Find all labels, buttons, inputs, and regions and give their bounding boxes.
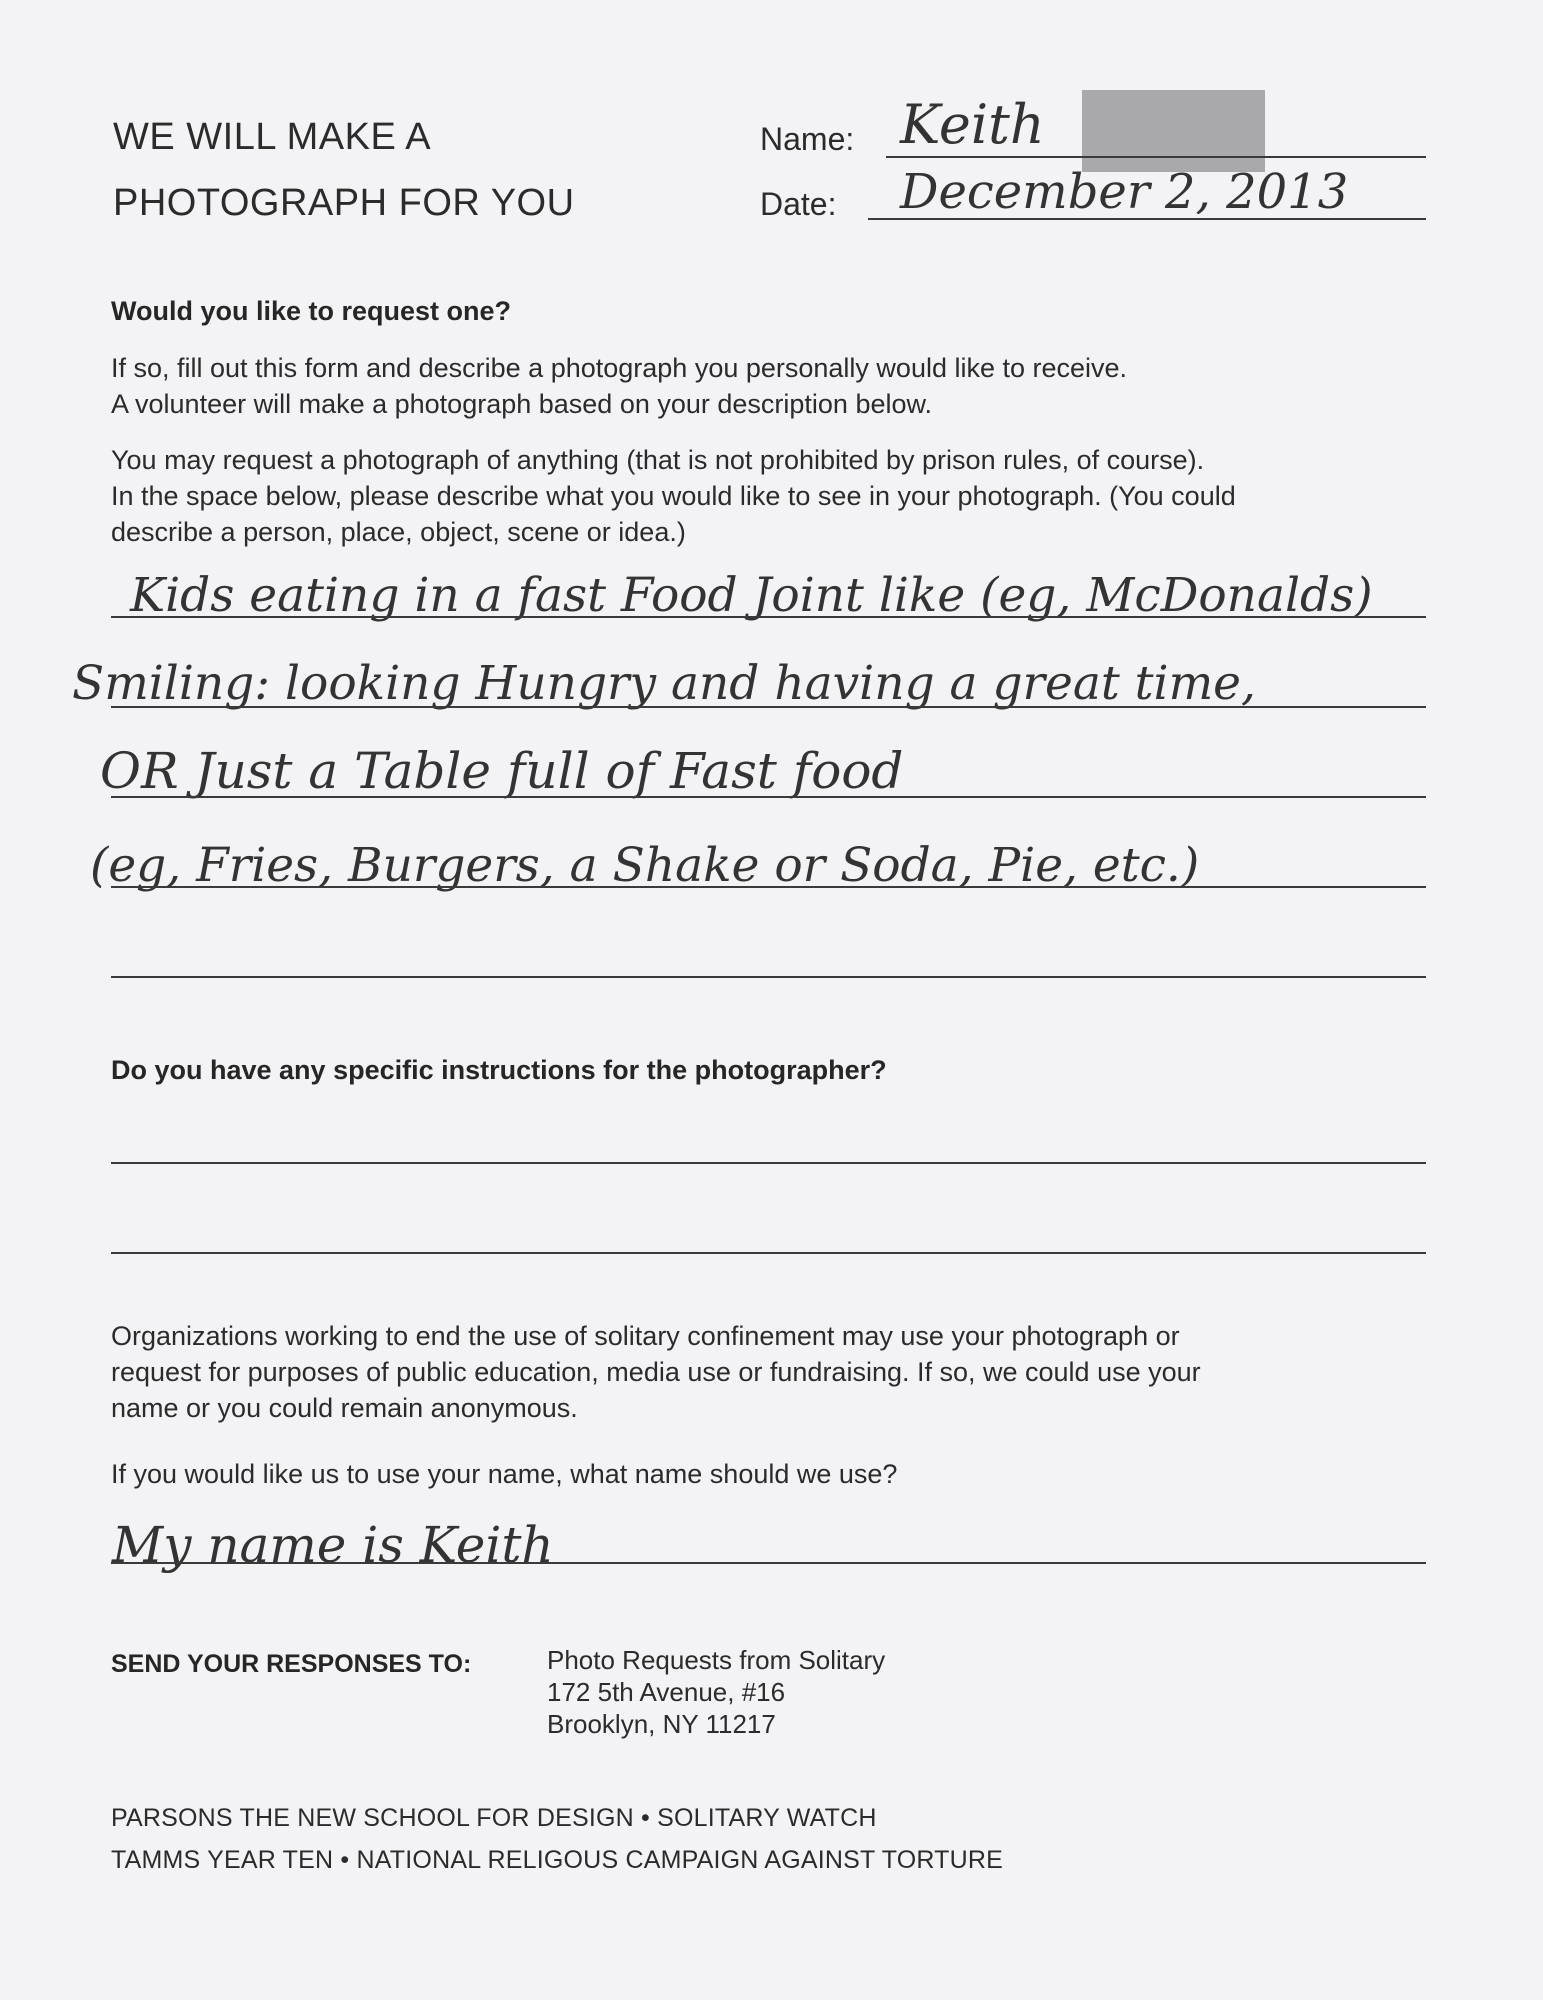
footer-line-1: PARSONS THE NEW SCHOOL FOR DESIGN • SOLITARY WATCH [111, 1804, 877, 1832]
name-redaction [1082, 90, 1265, 172]
answer-rule-2[interactable] [111, 706, 1426, 708]
name-handwritten: Keith [900, 93, 1045, 156]
request-intro: If so, fill out this form and describe a photograph you personally would like to receive. A volunteer will make a photograph based on your description below. [111, 353, 1128, 419]
form-title-line2: PHOTOGRAPH FOR YOU [113, 182, 575, 224]
instructions-rule-1[interactable] [111, 1162, 1426, 1164]
usage-answer-rule[interactable] [111, 1562, 1426, 1564]
request-heading: Would you like to request one? [111, 296, 512, 326]
instructions-heading: Do you have any specific instructions for the photographer? [111, 1055, 887, 1085]
instructions-rule-2[interactable] [111, 1252, 1426, 1254]
send-label: SEND YOUR RESPONSES TO: [111, 1650, 472, 1678]
date-handwritten: December 2, 2013 [900, 164, 1349, 220]
request-description: You may request a photograph of anything (that is not prohibited by prison rules, of course). In the space below, please describe what you would like to see in your photograph. (You could describe a person, place, object, scene or idea.) [111, 445, 1236, 547]
answer-line-2: Smiling: looking Hungry and having a great time, [72, 656, 1256, 711]
answer-rule-4[interactable] [111, 886, 1426, 888]
answer-rule-3[interactable] [111, 796, 1426, 798]
date-field-line[interactable] [868, 218, 1426, 220]
answer-line-4: (eg, Fries, Burgers, a Shake or Soda, Pie, etc.) [90, 838, 1200, 893]
date-label: Date: [760, 186, 837, 222]
mailing-address: Photo Requests from Solitary 172 5th Avenue, #16 Brooklyn, NY 11217 [547, 1645, 886, 1739]
form-title-line1: WE WILL MAKE A [113, 116, 432, 158]
usage-answer-handwritten: My name is Keith [112, 1516, 554, 1574]
answer-rule-5[interactable] [111, 976, 1426, 978]
footer-line-2: TAMMS YEAR TEN • NATIONAL RELIGOUS CAMPAIGN AGAINST TORTURE [111, 1846, 1004, 1874]
answer-line-3: OR Just a Table full of Fast food [100, 742, 904, 800]
name-label: Name: [760, 121, 855, 157]
usage-paragraph: Organizations working to end the use of solitary confinement may use your photograph or request for purposes of public education, media use or fundraising. If so, we could use your name or you could remain anonymous. [111, 1321, 1201, 1423]
answer-line-1: Kids eating in a fast Food Joint like (eg, McDonalds) [130, 568, 1373, 623]
answer-rule-1[interactable] [111, 616, 1426, 618]
name-field-line[interactable] [886, 156, 1426, 158]
usage-question: If you would like us to use your name, what name should we use? [111, 1459, 898, 1489]
